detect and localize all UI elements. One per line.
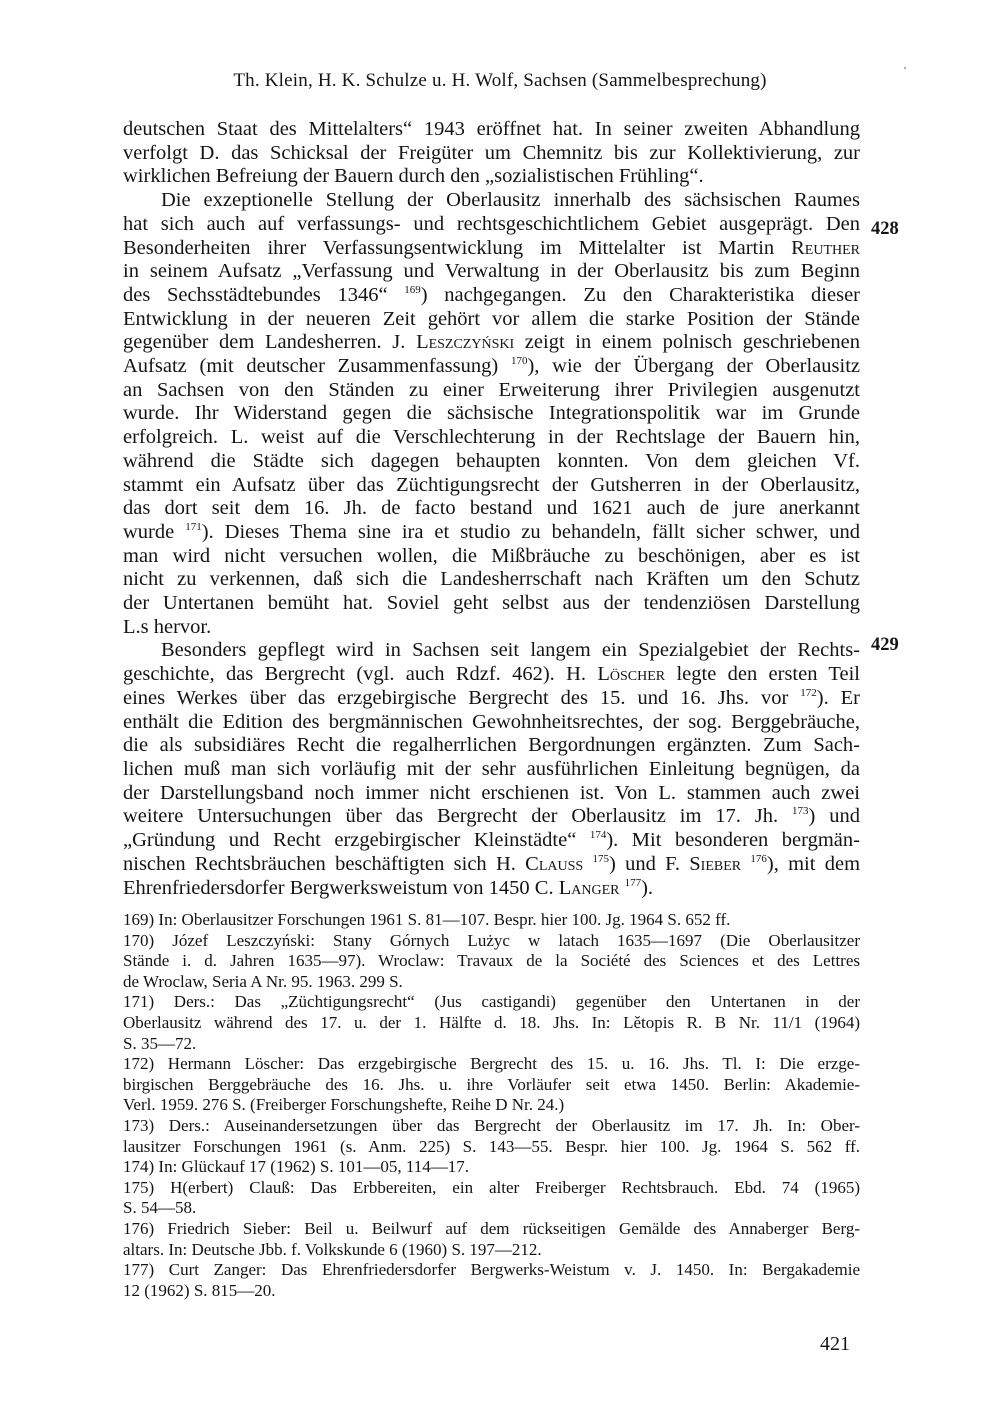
text-line: verfolgt D. das Schicksal der Freigüter um Chemnitz bis zur Kollektivierung, zur bbox=[123, 141, 860, 164]
footnote-ref: 175 bbox=[592, 852, 609, 865]
text-line: L.s hervor. bbox=[123, 615, 212, 638]
footnote-169 bbox=[123, 910, 860, 931]
paragraph-2 bbox=[123, 189, 860, 639]
footnote-ref: 173 bbox=[792, 805, 809, 818]
author-name: Langer bbox=[558, 876, 620, 899]
footnote-line: Verl. 1959. 276 S. (Freiberger Forschungshefte, Reihe D Nr. 24.) bbox=[123, 1095, 565, 1115]
footnote-line: 171) Ders.: Das „Züchtigungsrecht“ (Jus castigandi) gegenüber den Untertanen in der bbox=[123, 992, 860, 1012]
text-line: deutschen Staat des Mittelalters“ 1943 eröffnet hat. In seiner zweiten Abhandlung bbox=[123, 118, 860, 140]
footnote-ref: 171 bbox=[185, 520, 202, 533]
author-name: Löscher bbox=[597, 663, 666, 686]
text-line: der Darstellungsband noch immer nicht erschienen ist. Von L. stammen auch zwei bbox=[123, 781, 860, 804]
text-line: wirklichen Befreiung der Bauern durch den „sozialistischen Frühling“. bbox=[123, 165, 704, 188]
text-line: Besonderheiten ihrer Verfassungsentwicklung im Mittelalter ist Martin Reuther bbox=[123, 236, 860, 259]
text-line: in seinem Aufsatz „Verfassung und Verwaltung in der Oberlausitz bis zum Beginn bbox=[123, 260, 860, 283]
scan-speck bbox=[904, 67, 906, 69]
text-line: man wird nicht versuchen wollen, die Mißbräuche zu beschönigen, aber es ist bbox=[123, 544, 860, 567]
footnote-line: 176) Friedrich Sieber: Beil u. Beilwurf auf dem rückseitigen Gemälde des Annaberger Berg- bbox=[123, 1218, 860, 1238]
footnote-line: 173) Ders.: Auseinandersetzungen über das Bergrecht der Oberlausitz im 17. Jh. In: Ober- bbox=[123, 1115, 860, 1135]
author-name: Sieber bbox=[689, 852, 742, 875]
paragraph-3 bbox=[123, 639, 860, 900]
text-line: des Sechsstädtebundes 1346“ $^{169}$) nachgegangen. Zu den Charakteristika dieser bbox=[123, 283, 860, 306]
text-line: Aufsatz (mit deutscher Zusammenfassung) $^{170}$), wie der Übergang der Oberlausitz bbox=[123, 355, 861, 378]
text-line: geschichte, das Bergrecht (vgl. auch Rdzf. 462). H. Löscher legte den ersten Teil bbox=[123, 663, 860, 686]
margin-number-429: 429 bbox=[871, 635, 899, 655]
footnote-172 bbox=[123, 1054, 860, 1116]
text-line: eines Werkes über das erzgebirgische Bergrecht des 15. und 16. Jhs. vor $^{172}$). Er bbox=[123, 686, 860, 709]
body-text bbox=[123, 118, 860, 900]
footnote-line: 177) Curt Zanger: Das Ehrenfriedersdorfer Bergwerks-Weistum v. J. 1450. In: Bergakademie bbox=[123, 1260, 860, 1280]
footnote-173 bbox=[123, 1116, 860, 1157]
text-line: wurde $^{171}$). Dieses Thema sine ira et studio zu behandeln, fällt sicher schwer, und bbox=[123, 520, 860, 543]
text-line: nicht zu verkennen, daß sich die Landesherrschaft nach Kräften um den Schutz bbox=[123, 568, 860, 591]
footnote-line: 175) H(erbert) Clauß: Das Erbbereiten, ein alter Freiberger Rechtsbrauch. Ebd. 74 (1965) bbox=[123, 1177, 860, 1197]
footnote-line: 174) In: Glückauf 17 (1962) S. 101—05, 114—17. bbox=[123, 1157, 469, 1177]
text-line: stammt ein Aufsatz über das Züchtigungsrecht der Gutsherren in der Oberlausitz, bbox=[123, 473, 860, 496]
text-line: „Gründung und Recht erzgebirgischer Kleinstädte“ $^{174}$). Mit besonderen bergmän- bbox=[123, 829, 860, 852]
footnote-line: 170) Józef Leszczyński: Stany Górnych Lużyc w latach 1635—1697 (Die Oberlausitzer bbox=[123, 930, 860, 950]
footnote-line: S. 54—58. bbox=[123, 1198, 197, 1218]
paragraph-1 bbox=[123, 118, 860, 189]
text-line: lichen muß man sich vorläufig mit der sehr ausführlichen Einleitung begnügen, da bbox=[123, 757, 860, 780]
text-line: das dort seit dem 16. Jh. de facto bestand und 1621 auch de jure anerkannt bbox=[123, 497, 860, 520]
footnote-line: 12 (1962) S. 815—20. bbox=[123, 1280, 276, 1300]
footnote-line: altars. In: Deutsche Jbb. f. Volkskunde 6 (1960) S. 197—212. bbox=[123, 1239, 542, 1259]
text-line: der Untertanen bemüht hat. Soviel geht selbst aus der tendenziösen Darstellung bbox=[123, 592, 860, 615]
footnote-176 bbox=[123, 1219, 860, 1260]
text-line: gegenüber dem Landesherren. J. Leszczyński zeigt in einem polnisch geschriebenen bbox=[123, 331, 860, 354]
author-name: Reuther bbox=[791, 236, 860, 259]
footnote-174 bbox=[123, 1157, 860, 1178]
page-number: 421 bbox=[820, 1333, 850, 1355]
text-line: Die exzeptionelle Stellung der Oberlausitz innerhalb des sächsischen Raumes bbox=[161, 189, 860, 212]
footnote-line: Oberlausitz während des 17. u. der 1. Hälfte d. 18. Jhs. In: Lětopis R. B Nr. 11/1 (1964) bbox=[123, 1012, 860, 1032]
text-line: nischen Rechtsbräuchen beschäftigten sich H. Clauss $^{175}$) und F. Sieber $^{176}$), mit dem bbox=[123, 852, 861, 875]
footnote-line: Stände i. d. Jahren 1635—97). Wroclaw: Travaux de la Société des Sciences et des Lettres bbox=[123, 951, 860, 971]
footnote-170 bbox=[123, 931, 860, 993]
text-line: erfolgreich. L. weist auf die Verschlechterung in der Rechtslage der Bauern hin, bbox=[123, 426, 860, 449]
author-name: Clauss bbox=[525, 852, 584, 875]
text-line: weitere Untersuchungen über das Bergrecht der Oberlausitz im 17. Jh. $^{173}$) und bbox=[123, 805, 860, 828]
text-line: enthält die Edition des bergmännischen Gewohnheitsrechtes, der sog. Berggebräuche, bbox=[123, 710, 860, 733]
footnote-line: S. 35—72. bbox=[123, 1033, 197, 1053]
footnote-line: lausitzer Forschungen 1961 (s. Anm. 225) S. 143—55. Bespr. hier 100. Jg. 1964 S. 562 ff. bbox=[123, 1136, 860, 1156]
text-line: Ehrenfriedersdorfer Bergwerksweistum von 1450 C. Langer $^{177}$). bbox=[123, 876, 654, 899]
running-header: Th. Klein, H. K. Schulze u. H. Wolf, Sachsen (Sammelbesprechung) bbox=[233, 70, 767, 91]
footnote-ref: 172 bbox=[800, 686, 817, 699]
margin-number-428: 428 bbox=[871, 219, 899, 239]
text-line: hat sich auch auf verfassungs- und rechtsgeschichtlichem Gebiet ausgeprägt. Den bbox=[123, 212, 860, 235]
footnote-ref: 177 bbox=[624, 876, 642, 889]
footnote-177 bbox=[123, 1260, 860, 1301]
footnotes bbox=[123, 910, 860, 1301]
footnote-ref: 176 bbox=[750, 852, 767, 865]
footnote-line: 169) In: Oberlausitzer Forschungen 1961 S. 81—107. Bespr. hier 100. Jg. 1964 S. 652 ff. bbox=[123, 910, 731, 929]
footnote-175 bbox=[123, 1178, 860, 1219]
footnote-line: birgischen Berggebräuche des 16. Jhs. u. ihre Vorläufer seit etwa 1450. Berlin: Akademie- bbox=[123, 1074, 860, 1094]
author-name: Leszczyński bbox=[416, 331, 515, 354]
footnote-line: 172) Hermann Löscher: Das erzgebirgische Bergrecht des 15. u. 16. Jhs. Tl. I: Die erzge- bbox=[123, 1054, 860, 1074]
footnote-ref: 169 bbox=[404, 283, 421, 296]
footnote-ref: 170 bbox=[510, 355, 528, 368]
text-line: während die Städte sich dagegen behaupten konnten. Von dem gleichen Vf. bbox=[123, 449, 860, 472]
text-line: wurde. Ihr Widerstand gegen die sächsische Integrationspolitik war im Grunde bbox=[123, 402, 860, 425]
text-line: Besonders gepflegt wird in Sachsen seit langem ein Spezialgebiet der Rechts- bbox=[161, 639, 860, 662]
text-line: Entwicklung in der neueren Zeit gehört vor allem die starke Position der Stände bbox=[123, 307, 860, 330]
text-line: an Sachsen von den Ständen zu einer Erweiterung ihrer Privilegien ausgenutzt bbox=[123, 378, 860, 401]
footnote-171 bbox=[123, 992, 860, 1054]
text-line: die als subsidiäres Recht die regalherrlichen Bergordnungen ergänzten. Zum Sach- bbox=[123, 734, 860, 757]
footnote-line: de Wroclaw, Seria A Nr. 95. 1963. 299 S. bbox=[123, 971, 403, 991]
footnote-ref: 174 bbox=[589, 829, 607, 842]
